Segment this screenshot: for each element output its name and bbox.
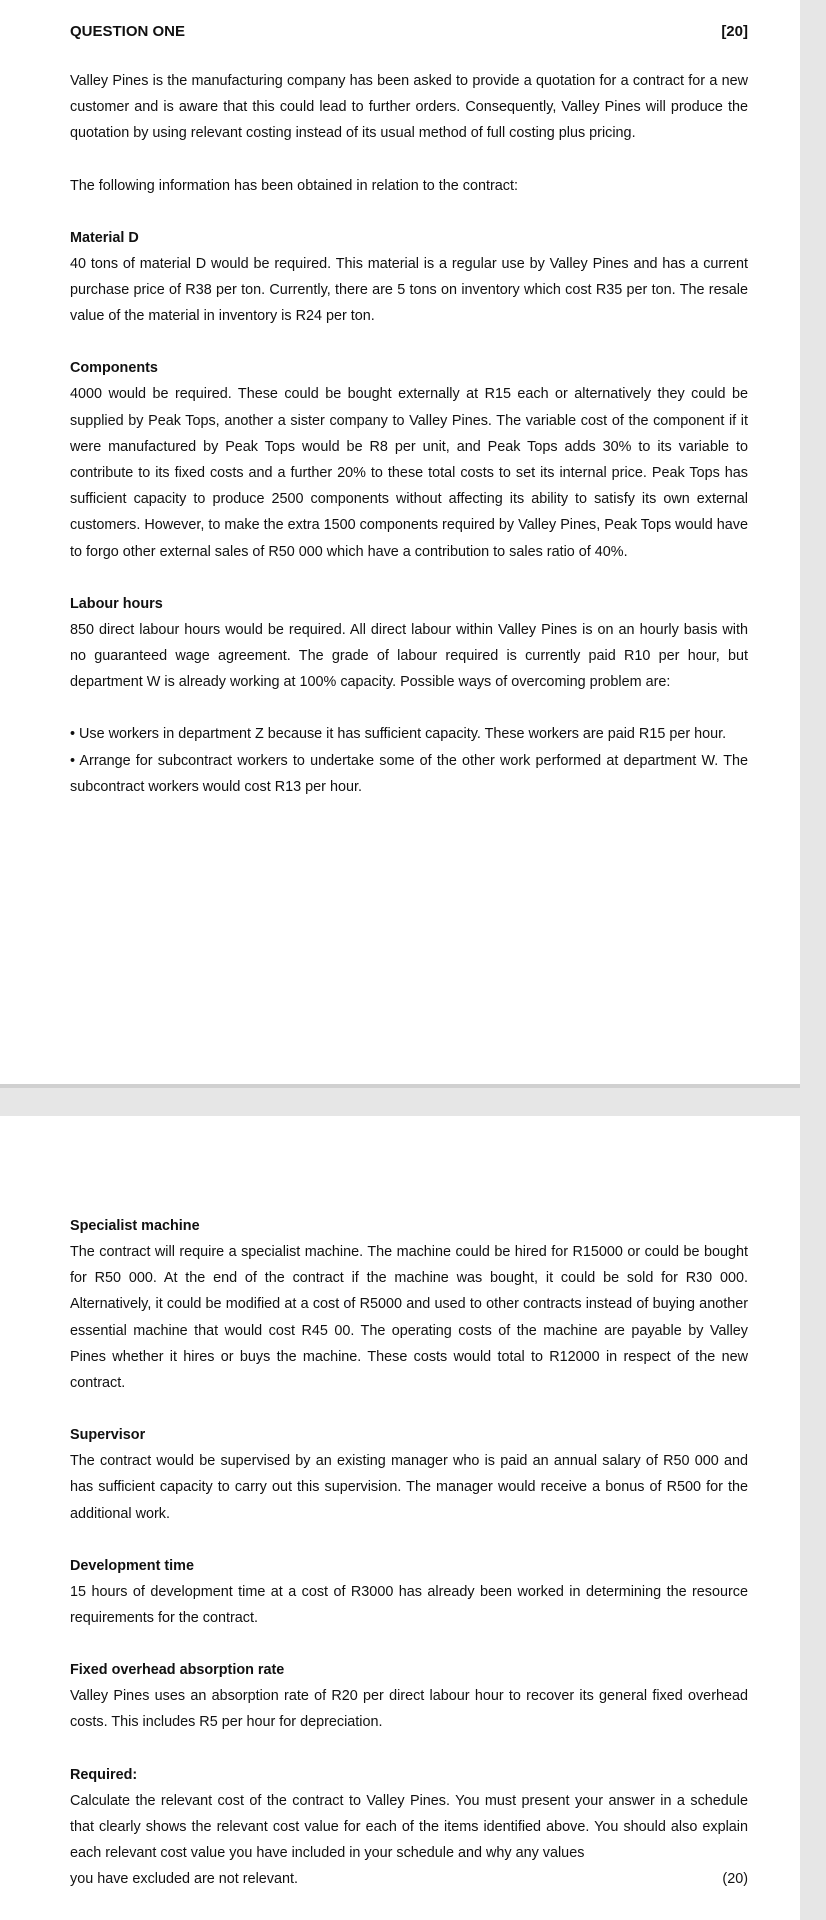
overhead-text: Valley Pines uses an absorption rate of R20 per direct labour hour to recover its general fixed overhead costs. This includes R5 per hour for depreciation. [70, 1688, 748, 1731]
labour-bullet-2: • Arrange for subcontract workers to undertake some of the other work performed at department W. The subcontract workers would cost R13 per hour. [70, 752, 748, 795]
labour-text: 850 direct labour hours would be required. All direct labour within Valley Pines is on an hourly basis with no guaranteed wage agreement. The grade of labour required is currently paid R10 per hour, but department W is already working at 100% capacity. Possible ways of overcoming problem are: [70, 621, 748, 691]
info-line: The following information has been obtained in relation to the contract: [70, 177, 518, 194]
required-last-text: you have excluded are not relevant. [70, 1871, 299, 1888]
components-text: 4000 would be required. These could be bought externally at R15 each or alternatively they could be supplied by Peak Tops, another a sister company to Valley Pines. The variable cost of the component if it were manufactured by Peak Tops would be R8 per unit, and Peak Tops adds 30% to its variable to contribute to its fixed costs and a further 20% to these total costs to set its internal price. Peak Tops has sufficient capacity to produce 2500 components without affecting its ability to satisfy its own external customers. However, to make the extra 1500 components required by Valley Pines, Peak Tops would have to forgo other external sales of R50 000 which have a contribution to sales ratio of 40%. [70, 386, 748, 560]
machine-text: The contract will require a specialist machine. The machine could be hired for R15000 or could be bought for R50 000. At the end of the contract if the machine was bought, it could be sold for R30 000. Alternatively, it could be modified at a cost of R5000 and used to other contracts instead of buying another essential machine that would cost R45 00. The operating costs of the machine are payable by Valley Pines whether it hires or buys the machine. These costs would total to R12000 in respect of the new contract. [70, 1244, 748, 1392]
page-divider [0, 1084, 800, 1088]
required-last-line [70, 1866, 748, 1892]
required-marks: (20) [722, 1871, 748, 1888]
material-text: 40 tons of material D would be required. This material is a regular use by Valley Pines and has a current purchase price of R38 per ton. Currently, there are 5 tons on inventory which cost R35 per ton. The resale value of the material in inventory is R24 per ton. [70, 255, 748, 325]
supervisor-heading: Supervisor [70, 1427, 146, 1444]
components-heading: Components [70, 360, 158, 377]
question-header [70, 20, 748, 44]
material-heading: Material D [70, 229, 139, 246]
development-text: 15 hours of development time at a cost of R3000 has already been worked in determining the resource requirements for the contract. [70, 1583, 748, 1627]
labour-heading: Labour hours [70, 595, 163, 612]
page-two [0, 1116, 800, 1920]
required-text: Calculate the relevant cost of the contract to Valley Pines. You must present your answer in a schedule that clearly shows the relevant cost value for each of the items identified above. You should also explain each relevant cost value you have included in your schedule and why any values [70, 1792, 748, 1862]
supervisor-text: The contract would be supervised by an existing manager who is paid an annual salary of R50 000 and has sufficient capacity to carry out this supervision. The manager would receive a bonus of R500 for the additional work. [70, 1453, 748, 1522]
question-marks: [20] [721, 23, 748, 40]
labour-bullet-1: • Use workers in department Z because it has sufficient capacity. These workers are paid R15 per hour. [70, 726, 727, 743]
machine-heading: Specialist machine [70, 1218, 200, 1234]
intro-paragraph: Valley Pines is the manufacturing company has been asked to provide a quotation for a contract for a new customer and is aware that this could lead to further orders. Consequently, Valley Pines will produce the quotation by using relevant costing instead of its usual method of full costing plus pricing. [70, 73, 748, 142]
required-heading: Required: [70, 1766, 138, 1783]
question-title: QUESTION ONE [70, 23, 186, 40]
development-heading: Development time [70, 1557, 194, 1574]
overhead-heading: Fixed overhead absorption rate [70, 1662, 285, 1679]
